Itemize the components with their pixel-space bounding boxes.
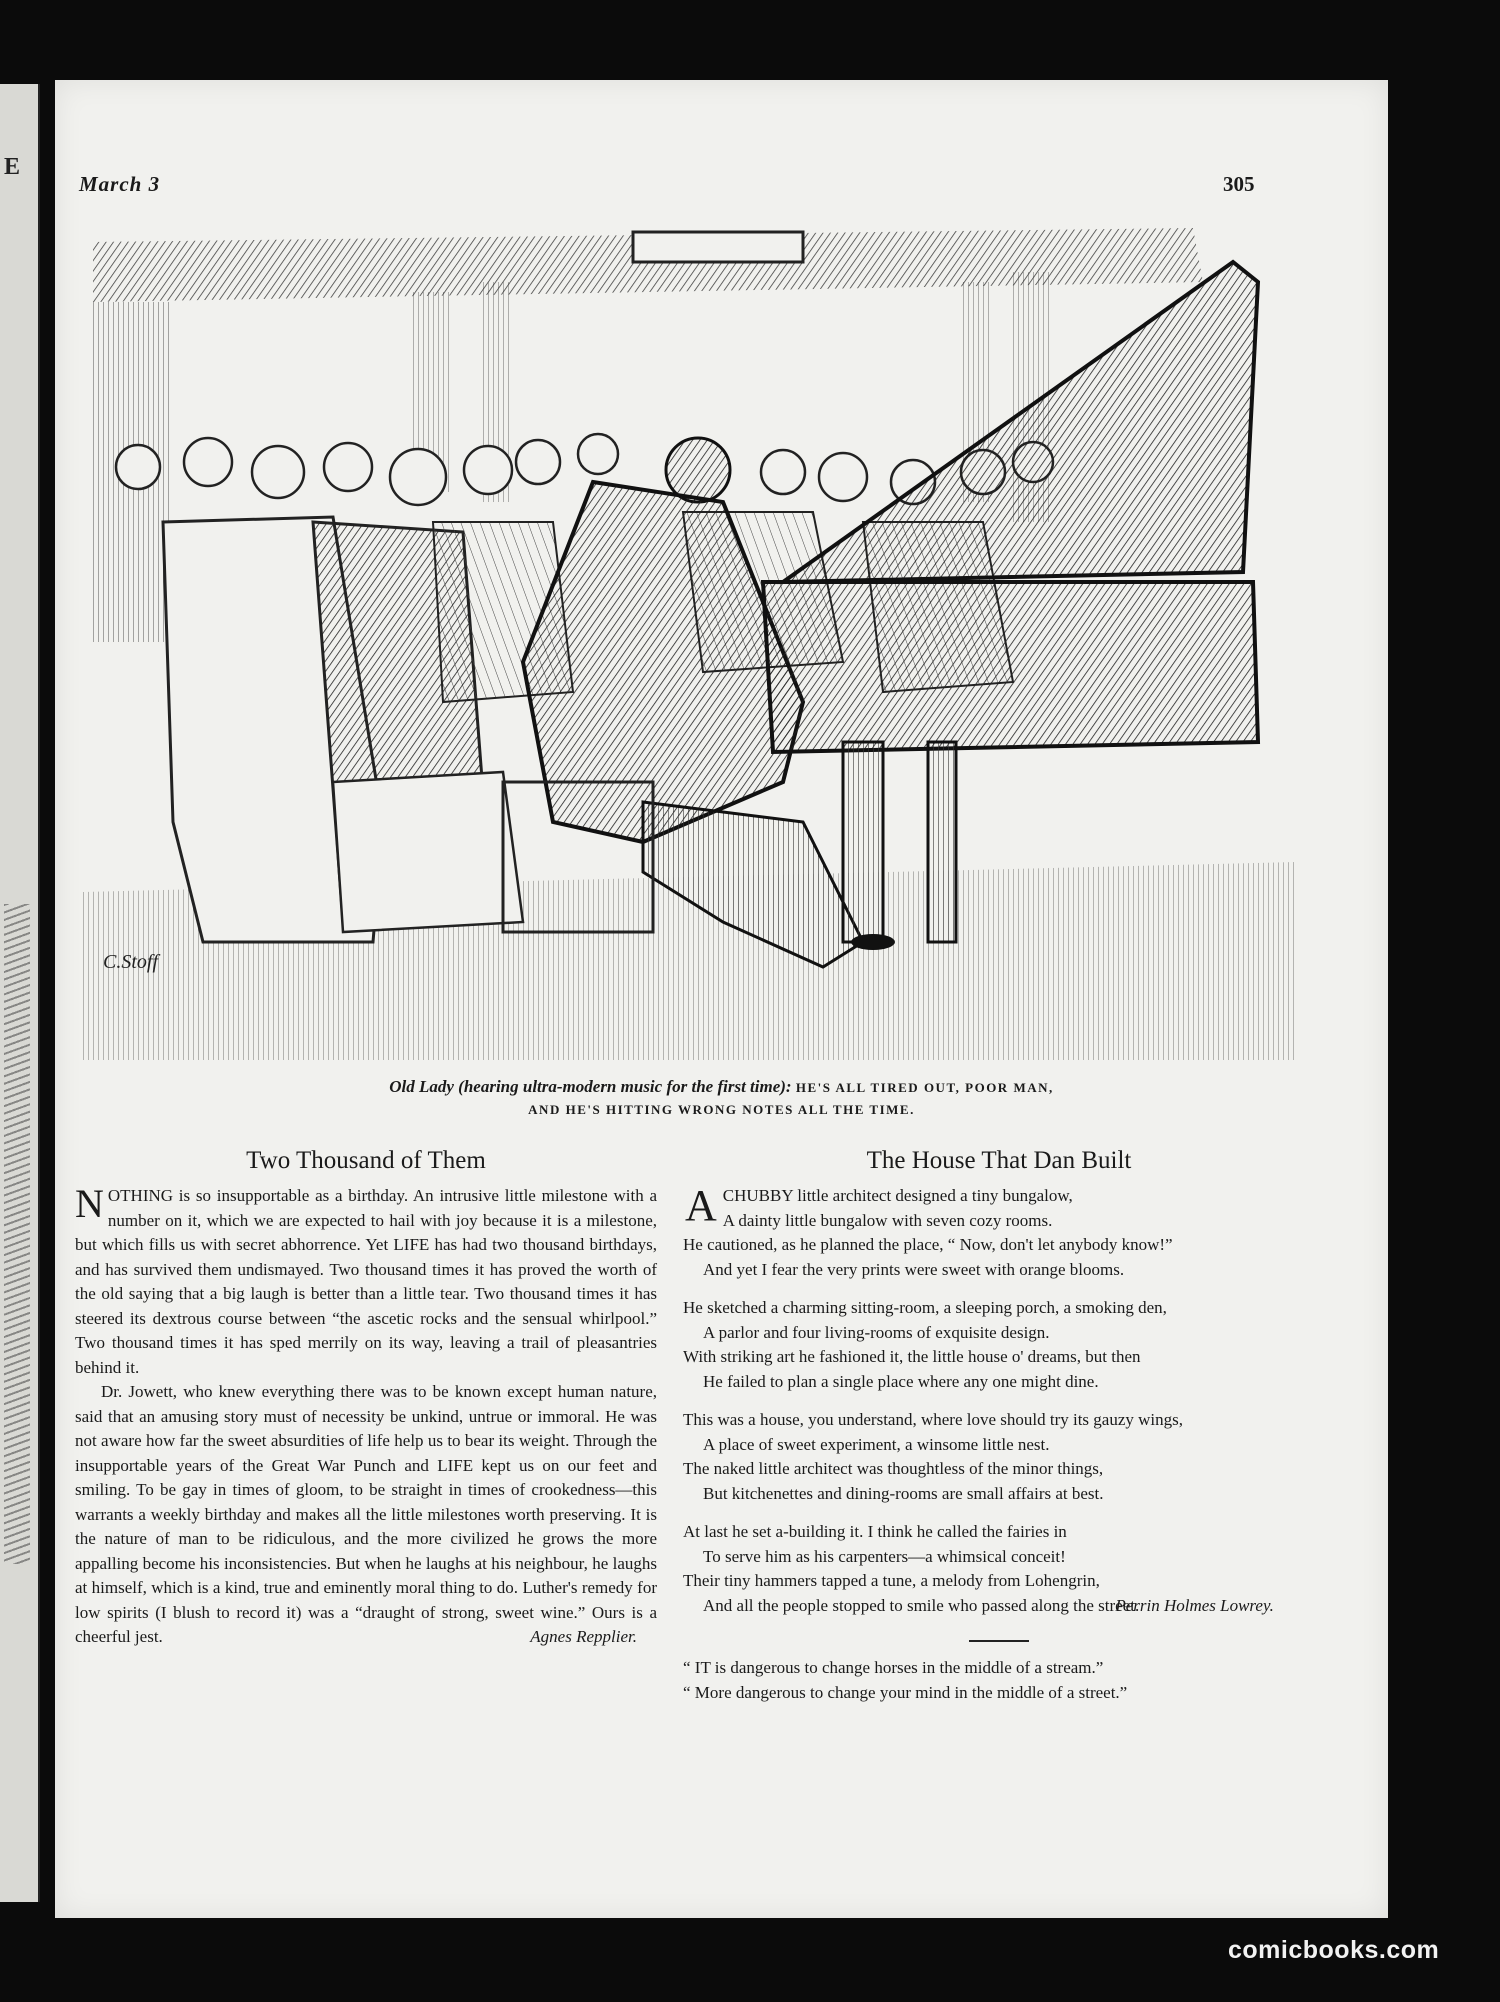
- essay-paragraph-1-text: OTHING is so insupportable as a birthday. An intrusive little milestone with a number on it, which we are expected to hail with joy because it is a milestone, but which fills us with secret abhorrence. Yet LIFE has had two thousand birthdays, and has survived them undismayed. Two thousand times it has proved the worth of the old saying that a big laugh is better than a little tear. Two thousand times it has steered its dextrous course between “the ascetic rocks and the sensual whirlpool.” Two thousand times it has sped merrily on its way, leaving a trail of pleasantries behind it.: [75, 1186, 657, 1377]
- caption-speaker: Old Lady (hearing ultra-modern music for the first time):: [389, 1077, 792, 1096]
- poem-line: But kitchenettes and dining-rooms are small affairs at best.: [703, 1483, 1104, 1503]
- poem-line: A parlor and four living-rooms of exquisite design.: [703, 1322, 1050, 1342]
- poem-stanza: [683, 1520, 1315, 1618]
- poem-line: [683, 1594, 1315, 1619]
- poem-line: A place of sweet experiment, a winsome little nest.: [703, 1434, 1050, 1454]
- poem-stanza: [683, 1181, 1315, 1282]
- poem-line: With striking art he fashioned it, the little house o' dreams, but then: [683, 1347, 1141, 1366]
- essay-column: [75, 1146, 657, 1650]
- joke-line-2: “ More dangerous to change your mind in the middle of a street.”: [683, 1682, 1128, 1702]
- site-watermark: comicbooks.com: [1228, 1936, 1440, 1964]
- caption-line1: HE'S ALL TIRED OUT, POOR MAN,: [795, 1080, 1054, 1095]
- poem-body: [683, 1181, 1315, 1618]
- essay-paragraph-2: [75, 1380, 657, 1650]
- joke-filler: [683, 1656, 1315, 1705]
- caption-line2: AND HE'S HITTING WRONG NOTES ALL THE TIME.: [528, 1102, 915, 1117]
- facing-page-illustration-fragment: [4, 904, 30, 1564]
- poem-title: The House That Dan Built: [866, 1147, 1132, 1174]
- essay-paragraph-1: [75, 1181, 657, 1380]
- essay-dropcap: N: [75, 1181, 104, 1226]
- poem-line: And yet I fear the very prints were sweet with orange blooms.: [703, 1259, 1125, 1279]
- poem-line: At last he set a-building it. I think he called the fairies in: [683, 1522, 1067, 1541]
- poem-stanza: [683, 1408, 1315, 1506]
- poem-line: To serve him as his carpenters—a whimsical conceit!: [703, 1546, 1066, 1566]
- poem-line-text: CHUBBY little architect designed a tiny bungalow,: [722, 1186, 1073, 1205]
- artist-signature: C.Stoff: [103, 951, 159, 973]
- essay-title: Two Thousand of Them: [246, 1147, 486, 1174]
- essay-signature: Agnes Repplier.: [530, 1627, 637, 1646]
- poem-line: He failed to plan a single place where any one might dine.: [703, 1371, 1099, 1391]
- poem-line: A dainty little bungalow with seven cozy rooms.: [722, 1210, 1053, 1230]
- illustration-caption: [55, 1076, 1388, 1121]
- poem-signature: Perrin Holmes Lowrey.: [1115, 1595, 1274, 1615]
- poem-column: [683, 1146, 1315, 1705]
- poem-line-text: And all the people stopped to smile who passed along the street.: [703, 1595, 1140, 1615]
- poem-line: Their tiny hammers tapped a tune, a melody from Lohengrin,: [683, 1571, 1100, 1590]
- section-divider: [969, 1640, 1029, 1642]
- joke-line-1: “ IT is dangerous to change horses in the middle of a stream.”: [683, 1658, 1104, 1677]
- poem-line: He sketched a charming sitting-room, a sleeping porch, a smoking den,: [683, 1298, 1167, 1317]
- essay-paragraph-2-text: Dr. Jowett, who knew everything there was to be known except human nature, said that an amusing story must of necessity be unkind, untrue or immoral. He was not aware how far the sweet absurdities of life help us to bear its weight. Through the insupportable years of the Great War Punch and LIFE kept us on our feet and smiling. To be gay in times of gloom, to be straight in times of crookedness—this warrants a weekly birthday and makes all the little milestones worth preserving. It is the nature of man to be ridiculous, and the more civilized he grows the more appalling become his inconsistencies. But when he laughs at his neighbour, he laughs at himself, which is a kind, true and eminently moral thing to do. Luther's remedy for low spirits (I blush to record it) was a “draught of strong, sweet wine.” Ours is a cheerful jest.: [75, 1382, 657, 1646]
- page-date: March 3: [79, 172, 161, 196]
- poem-line: He cautioned, as he planned the place, “ Now, don't let anybody know!”: [683, 1235, 1173, 1254]
- poem-line: The naked little architect was thoughtless of the minor things,: [683, 1459, 1104, 1478]
- poem-dropcap: A: [685, 1181, 717, 1230]
- poem-stanza: [683, 1296, 1315, 1394]
- facing-page-edge: [0, 84, 40, 1902]
- facing-page-letter: E: [4, 154, 21, 180]
- pianist-audience-illustration: [83, 222, 1295, 1060]
- magazine-page: [55, 80, 1388, 1918]
- poem-line: This was a house, you understand, where love should try its gauzy wings,: [683, 1410, 1183, 1429]
- page-number: 305: [1223, 172, 1255, 196]
